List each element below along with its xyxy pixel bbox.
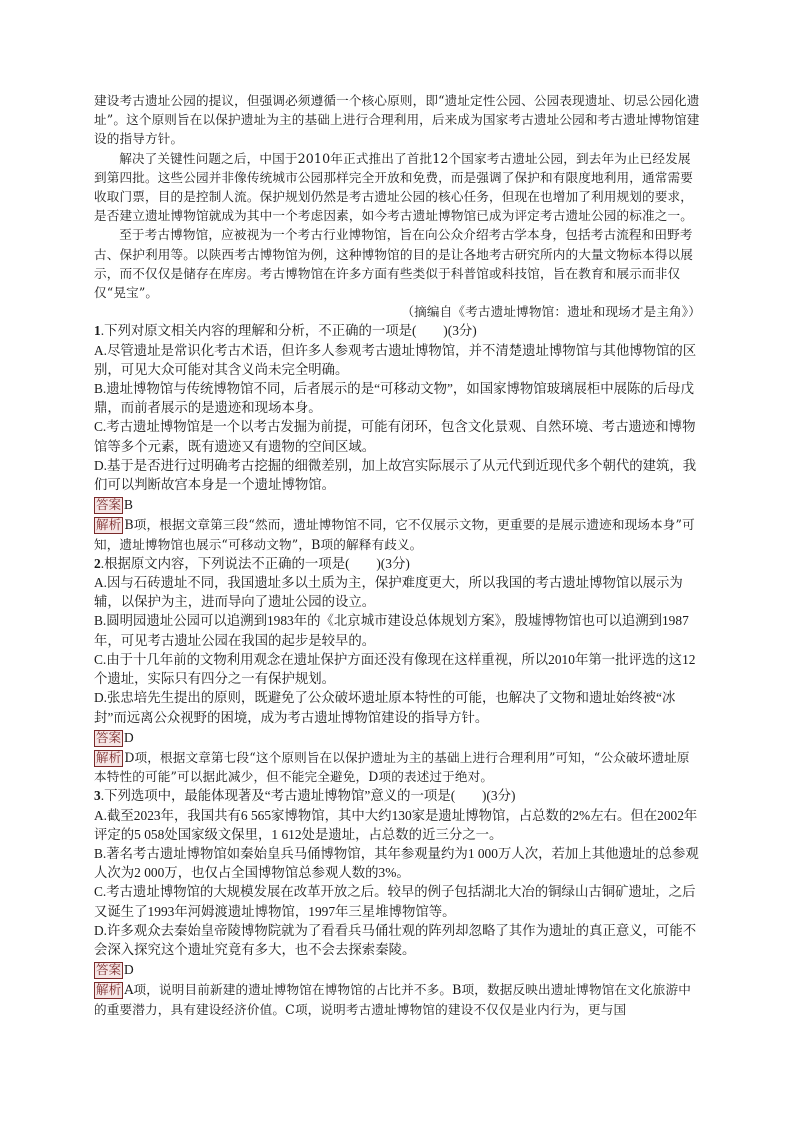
question-2 — [94, 554, 701, 786]
passage-paragraph-2: 解决了关键性问题之后，中国于2010年正式推出了首批12个国家考古遗址公园，到去年为止已经发展到第四批。这些公园并非像传统城市公园那样完全开放和免费，而是强调了保护和有限度地利用，通常需要收取门票，目的是控制人流。保护规划仍然是考古遗址公园的核心任务，但现在也增加了利用规划的要求，是否建立遗址博物馆就成为其中一个考虑因素，如今考古遗址博物馆已成为评定考古遗址公园的标准之一。 — [94, 150, 693, 224]
question-1 — [94, 321, 701, 553]
answer-row — [94, 728, 701, 747]
option-d: D.张忠培先生提出的原则，既避免了公众破坏遗址原本特性的可能，也解决了文物和遗址始终被“冰封”而远离公众视野的困境，成为考古遗址博物馆建设的指导方针。 — [94, 690, 676, 725]
answer-tag: 答案 — [96, 730, 122, 745]
question-number: 3 — [94, 788, 101, 804]
answer-value: D — [124, 962, 134, 978]
option-d: D.许多观众去秦始皇帝陵博物院就为了看看兵马俑壮观的阵列却忽略了其作为遗址的真正意义，可能不会深入探究这个遗址究竟有多大，也不会去探索秦陵。 — [94, 922, 697, 957]
question-text: 根据原文内容，下列说法不正确的一项是( )(3分) — [104, 555, 410, 571]
question-text: 下列对原文相关内容的理解和分析，不正确的一项是( )(3分) — [104, 323, 477, 339]
option-a: A.尽管遗址是常识化考古术语，但许多人参观考古遗址博物馆，并不清楚遗址博物馆与其他博物馆的区别，可见大众可能对其含义尚未完全明确。 — [94, 342, 697, 377]
question-stem: 3.下列选项中，最能体现著及“考古遗址博物馆”意义的一项是( )(3分) — [94, 788, 516, 804]
option-b: B.遗址博物馆与传统博物馆不同，后者展示的是“可移动文物”，如国家博物馆玻璃展柜中展陈的后母戊鼎，而前者展示的是遗迹和现场本身。 — [94, 381, 694, 416]
document-content — [94, 91, 701, 1019]
option-c: C.考古遗址博物馆是一个以考古发掘为前提，可能有闭环，包含文化景观、自然环境、考古遗迹和博物馆等多个元素，既有遗迹又有遗物的空间区域。 — [94, 419, 696, 454]
answer-value: B — [124, 497, 133, 513]
passage-source: （摘编自《考古遗址博物馆：遗址和现场才是主角》） — [401, 304, 701, 320]
option-c: C.由于十几年前的文物利用观念在遗址保护方面还没有像现在这样重视，所以2010年第一批评选的这12个遗址，实际只有四分之一有保护规划。 — [94, 651, 696, 687]
analysis-text: B项，根据文章第三段“然而，遗址博物馆不同，它不仅展示文物，更重要的是展示遗迹和现场本身”可知，遗址博物馆也展示“可移动文物”，B项的解释有歧义。 — [94, 517, 695, 552]
option-a: A.截至2023年，我国共有6 565家博物馆，其中大约130家是遗址博物馆，占总数的2%左右。但在2002年评定的5 058处国家级文保里，1 612处是遗址，占总数的近三分之一。 — [94, 807, 698, 842]
analysis-row — [94, 748, 701, 786]
answer-value: D — [124, 729, 134, 745]
question-number: 1 — [94, 323, 101, 339]
option-c: C.考古遗址博物馆的大规模发展在改革开放之后。较早的例子包括湖北大冶的铜绿山古铜矿遗址，之后又诞生了1993年河姆渡遗址博物馆，1997年三星堆博物馆等。 — [94, 884, 696, 919]
analysis-text: A项，说明目前新建的遗址博物馆在博物馆的占比并不多。B项，数据反映出遗址博物馆在文化旅游中的重要潜力，具有建设经济价值。C项，说明考古遗址博物馆的建设不仅仅是业内行为，更与国 — [94, 982, 691, 1017]
answer-tag: 答案 — [96, 963, 122, 978]
analysis-text: D项，根据文章第七段“这个原则旨在以保护遗址为主的基础上进行合理利用”可知，“公众破坏遗址原本特性的可能”可以据此减少，但不能完全避免，D项的表述过于绝对。 — [94, 749, 690, 785]
analysis-tag: 解析 — [96, 518, 122, 533]
answer-tag: 答案 — [96, 498, 122, 513]
question-number: 2 — [94, 555, 101, 571]
question-stem: 1.下列对原文相关内容的理解和分析，不正确的一项是( )(3分) — [94, 323, 477, 339]
question-3 — [94, 786, 701, 1018]
analysis-tag: 解析 — [96, 750, 122, 765]
option-b: B.著名考古遗址博物馆如秦始皇兵马俑博物馆，其年参观量约为1 000万人次，若加上其他遗址的总参观人次为2 000万，也仅占全国博物馆总参观人数的3%。 — [94, 845, 699, 881]
analysis-row — [94, 980, 701, 1018]
question-text: 下列选项中，最能体现著及“考古遗址博物馆”意义的一项是( )(3分) — [104, 788, 516, 804]
answer-row — [94, 960, 701, 979]
question-stem: 2.根据原文内容，下列说法不正确的一项是( )(3分) — [94, 555, 410, 571]
option-d: D.基于是否进行过明确考古挖掘的细微差别，加上故宫实际展示了从元代到近现代多个朝代的建筑，我们可以判断故宫本身是一个遗址博物馆。 — [94, 457, 697, 493]
analysis-row — [94, 515, 701, 553]
passage-paragraph-3: 至于考古博物馆，应被视为一个考古行业博物馆，旨在向公众介绍考古学本身，包括考古流程和田野考古、保护利用等。以陕西考古博物馆为例，这种博物馆的目的是让各地考古研究所内的大量文物标本得以展示，而不仅仅是储存在库房。考古博物馆在许多方面有些类似于科普馆或科技馆，旨在教育和展示而非仅仅“晃宝”。 — [94, 227, 693, 301]
reading-passage — [94, 91, 701, 321]
analysis-tag: 解析 — [96, 983, 122, 998]
option-b: B.圆明园遗址公园可以追溯到1983年的《北京城市建设总体规划方案》，殷墟博物馆也可以追溯到1987年，可见考古遗址公园在我国的起步是较早的。 — [94, 613, 689, 648]
passage-paragraph-1: 建设考古遗址公园的提议，但强调必须遵循一个核心原则，即“遗址定性公园、公园表现遗址、切忌公园化遗址”。这个原则旨在以保护遗址为主的基础上进行合理利用，后来成为国家考古遗址公园和考古遗址博物馆建设的指导方针。 — [94, 93, 700, 147]
option-a: A.因与石砖遗址不同，我国遗址多以土质为主，保护难度更大，所以我国的考古遗址博物馆以展示为辅，以保护为主，进而导向了遗址公园的设立。 — [94, 575, 683, 610]
answer-row — [94, 495, 701, 514]
